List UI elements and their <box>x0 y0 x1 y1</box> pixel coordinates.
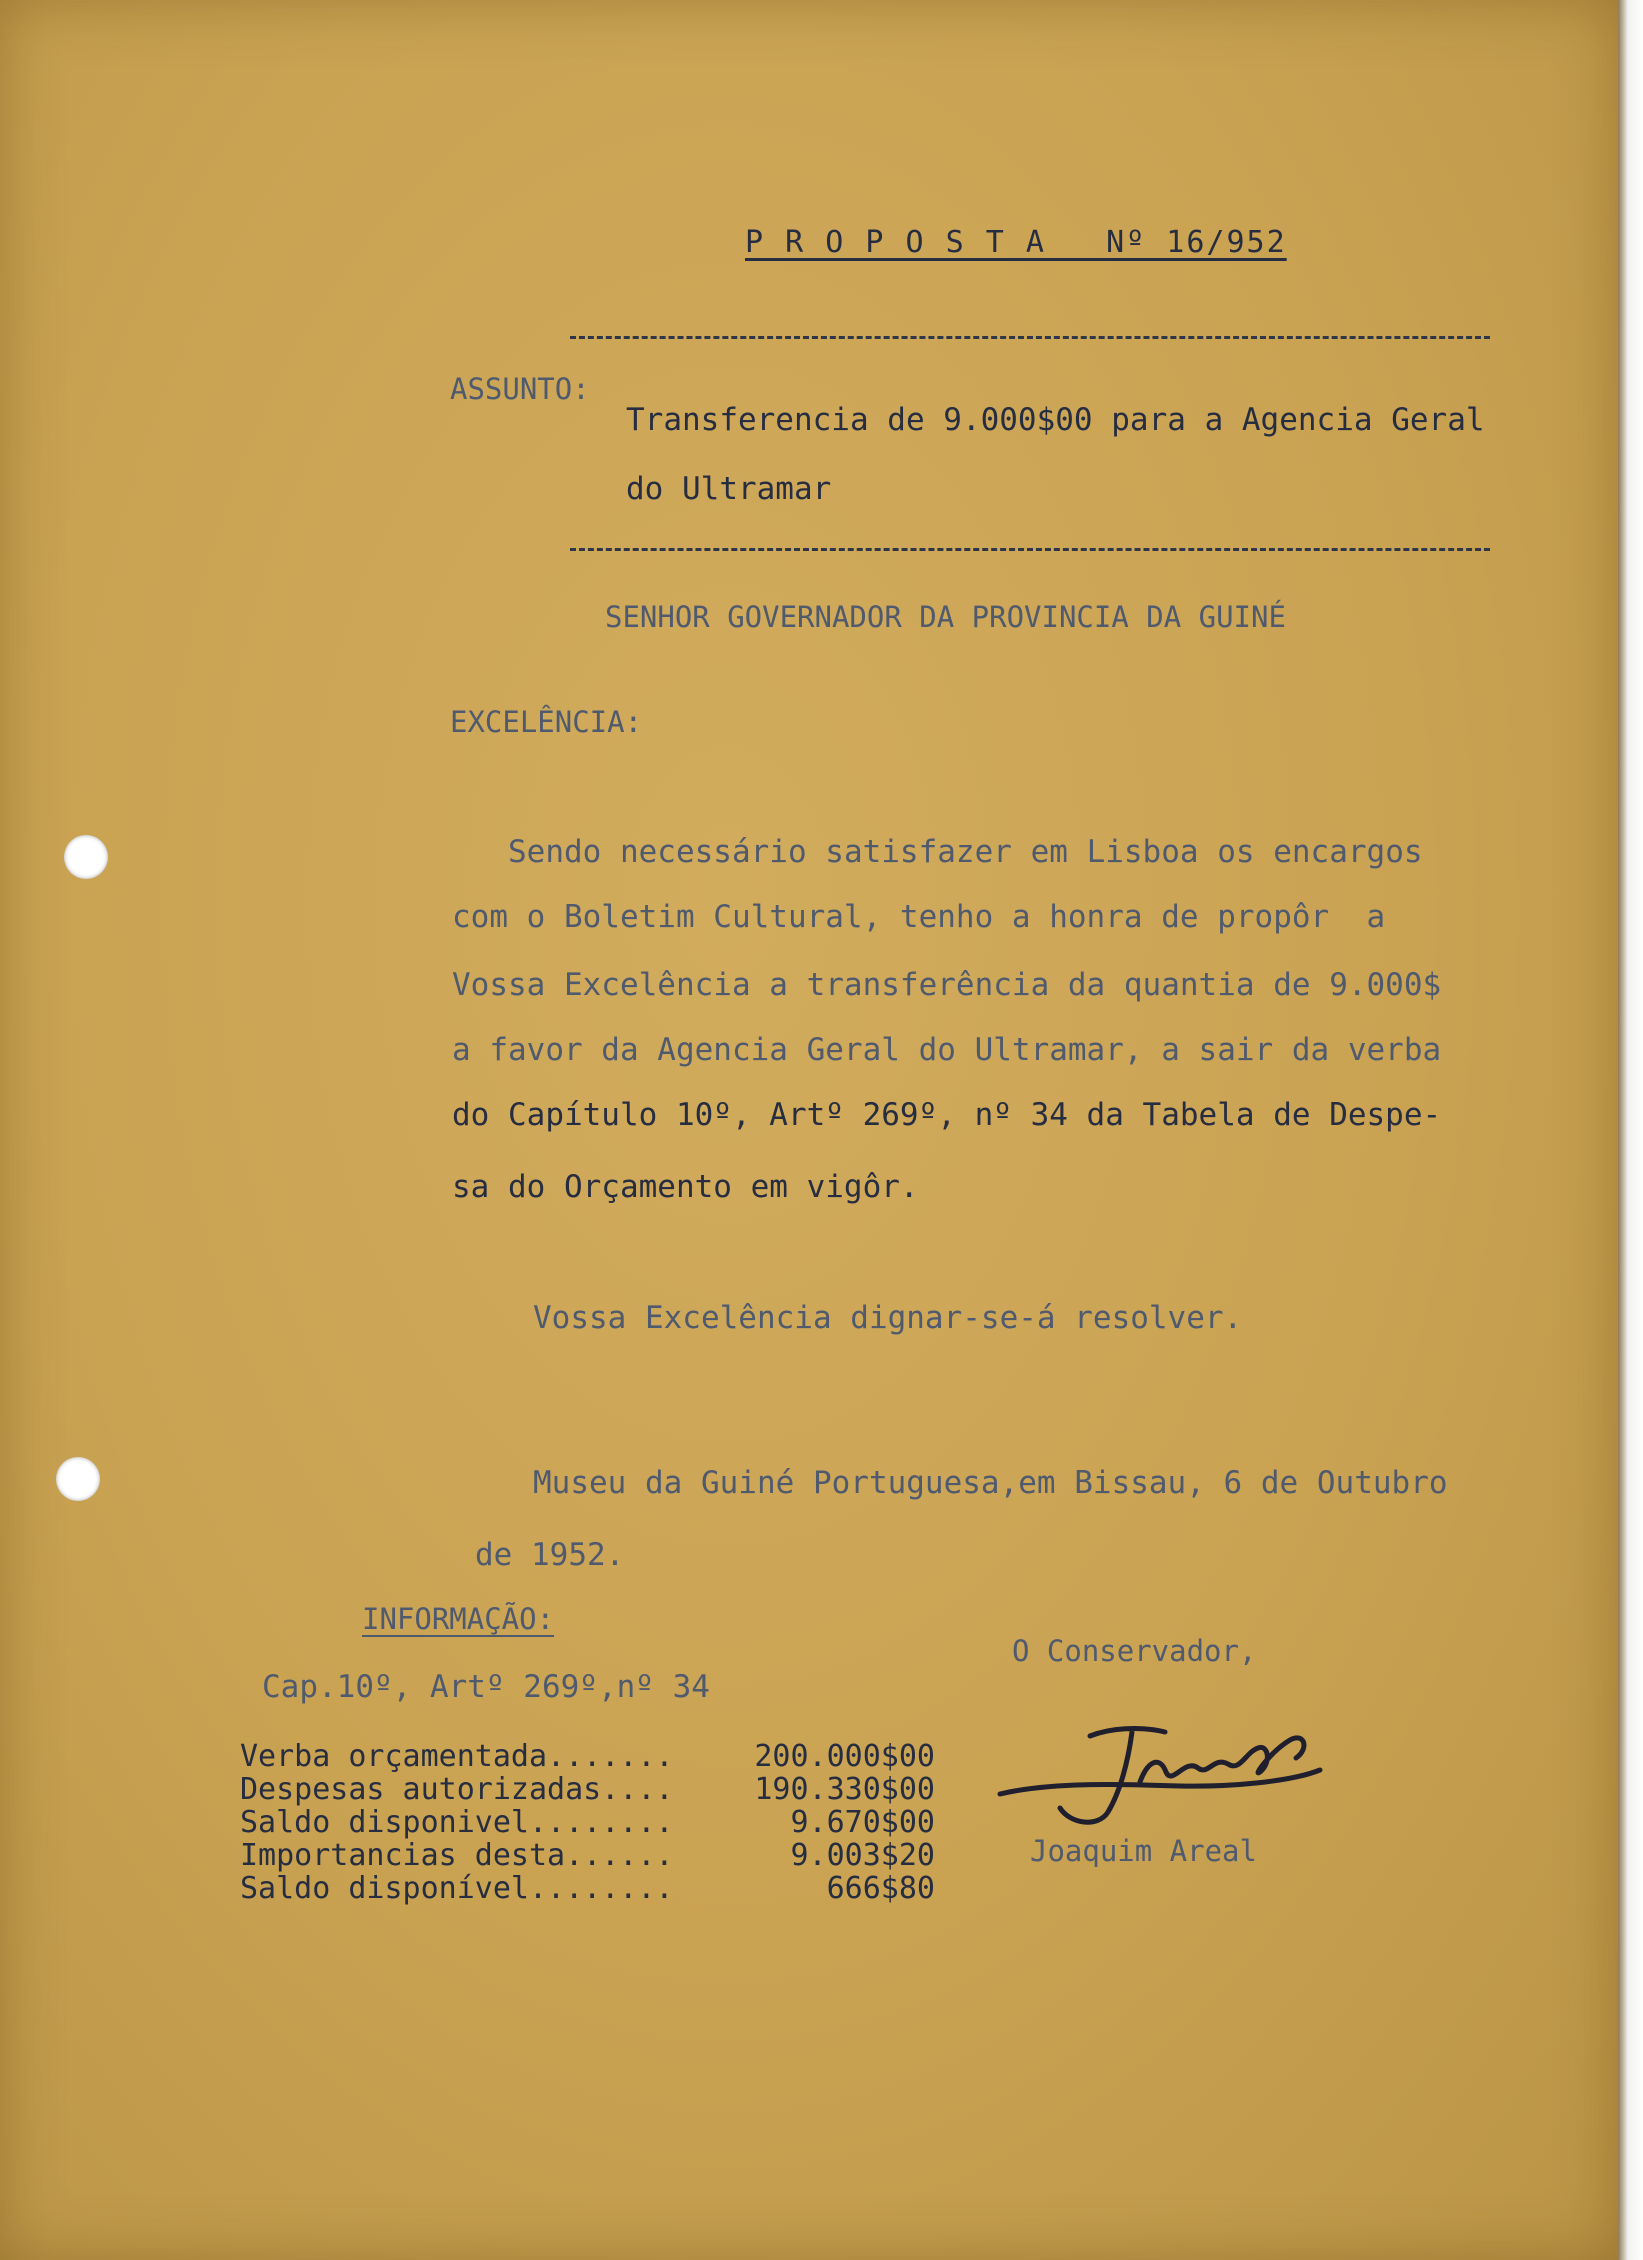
punch-hole-top <box>64 835 108 879</box>
subject-label: ASSUNTO: <box>450 372 590 406</box>
budget-row-label: Despesas autorizadas.... <box>240 1772 674 1807</box>
budget-row-label: Importancias desta...... <box>240 1838 674 1873</box>
subject-line-1: Transferencia de 9.000$00 para a Agencia Geral <box>626 402 1485 438</box>
handwritten-signature <box>990 1712 1340 1842</box>
body-line: do Capítulo 10º, Artº 269º, nº 34 da Tabela de Despe- <box>452 1097 1442 1133</box>
signer-title: O Conservador, <box>1012 1634 1257 1668</box>
budget-row-label: Verba orçamentada....... <box>240 1739 674 1774</box>
document-title: P R O P O S T A Nº 16/952 <box>745 225 1287 260</box>
budget-row-value: 9.670$00 <box>790 1805 935 1840</box>
budget-row-label: Saldo disponivel........ <box>240 1805 674 1840</box>
body-line: Sendo necessário satisfazer em Lisboa os encargos <box>508 834 1423 870</box>
closing-formula: Vossa Excelência dignar-se-á resolver. <box>533 1300 1243 1336</box>
body-line: com o Boletim Cultural, tenho a honra de propôr a <box>452 899 1386 935</box>
place-date-line-1: Museu da Guiné Portuguesa,em Bissau, 6 de Outubro <box>533 1465 1448 1501</box>
separator-top <box>570 336 1490 339</box>
budget-row-label: Saldo disponível........ <box>240 1871 674 1906</box>
separator-bottom <box>570 548 1490 551</box>
body-line: a favor da Agencia Geral do Ultramar, a sair da verba <box>452 1032 1442 1068</box>
budget-row-value: 666$80 <box>826 1871 935 1906</box>
place-date-line-2: de 1952. <box>475 1537 625 1573</box>
subject-line-2: do Ultramar <box>626 471 832 507</box>
body-line: sa do Orçamento em vigôr. <box>452 1169 919 1205</box>
budget-row-value: 200.000$00 <box>754 1739 935 1774</box>
signer-name: Joaquim Areal <box>1030 1834 1257 1868</box>
salutation: EXCELÊNCIA: <box>450 705 643 739</box>
budget-row-value: 190.330$00 <box>754 1772 935 1807</box>
budget-row-value: 9.003$20 <box>790 1838 935 1873</box>
body-line: Vossa Excelência a transferência da quantia de 9.000$ <box>452 967 1442 1003</box>
page-edge <box>1618 0 1643 2260</box>
punch-hole-bottom <box>56 1457 100 1501</box>
info-reference: Cap.10º, Artº 269º,nº 34 <box>262 1669 710 1705</box>
info-label: INFORMAÇÃO: <box>362 1602 555 1636</box>
addressee: SENHOR GOVERNADOR DA PROVINCIA DA GUINÉ <box>605 600 1286 634</box>
